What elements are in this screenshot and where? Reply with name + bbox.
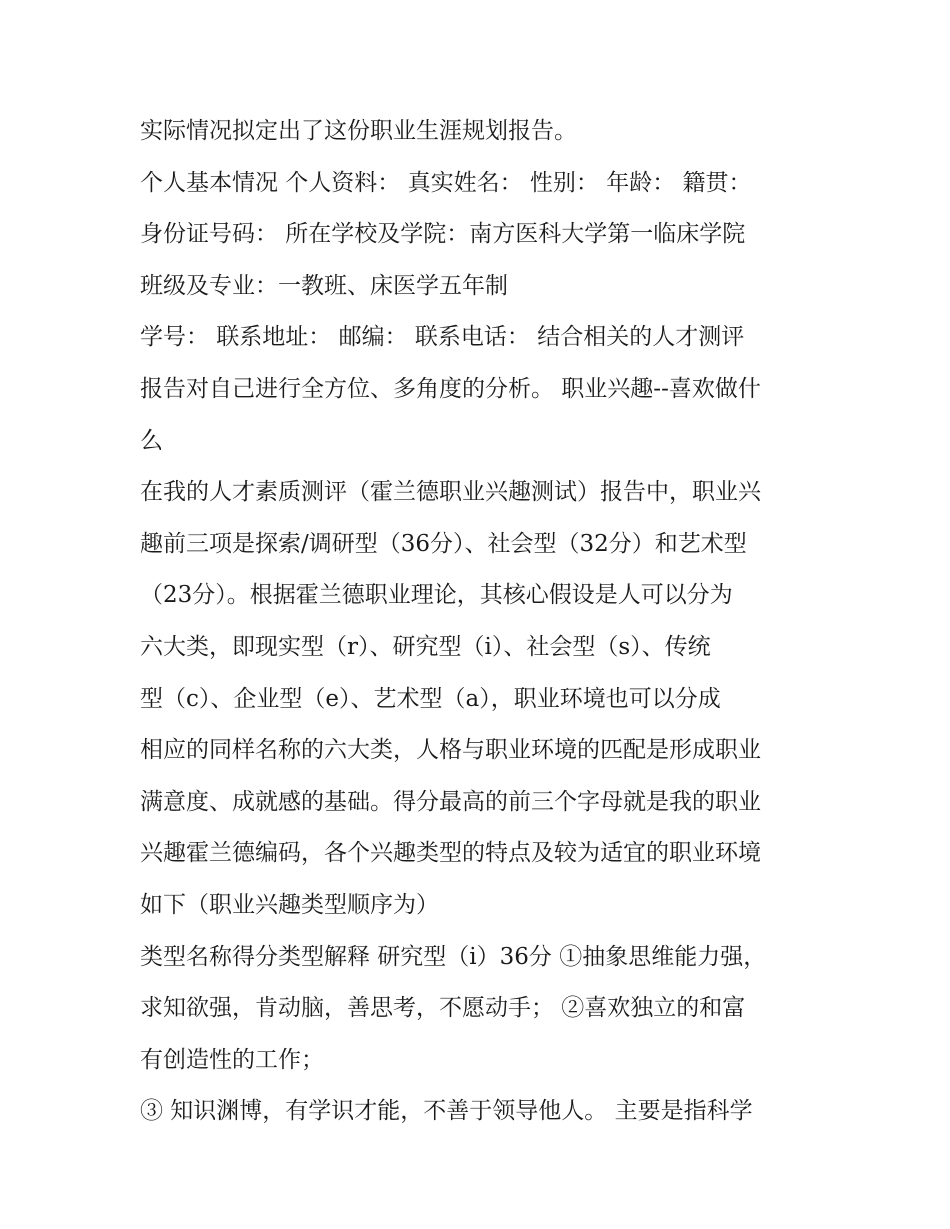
text-line: 有创造性的工作； bbox=[140, 1046, 324, 1073]
body-text bbox=[140, 106, 820, 1138]
text-line: （23分）。根据霍兰德职业理论，其核心假设是人可以分为 bbox=[140, 582, 733, 609]
text-line: 求知欲强，肯动脑，善思考，不愿动手； ②喜欢独立的和富 bbox=[140, 995, 746, 1022]
text-line: 报告对自己进行全方位、多角度的分析。 职业兴趣--喜欢做什 bbox=[140, 375, 761, 402]
text-line: 么 bbox=[140, 427, 163, 454]
text-line: 趣前三项是探索/调研型（36分）、社会型（32分）和艺术型 bbox=[140, 530, 747, 557]
text-line: 六大类，即现实型（r）、研究型（i）、社会型（s）、传统 bbox=[140, 633, 711, 660]
text-line: 在我的人才素质测评（霍兰德职业兴趣测试）报告中，职业兴 bbox=[140, 479, 761, 506]
text-line: 班级及专业：一教班、床医学五年制 bbox=[140, 272, 508, 299]
text-line: 相应的同样名称的六大类，人格与职业环境的匹配是形成职业 bbox=[140, 737, 761, 764]
text-line: ③ 知识渊博，有学识才能，不善于领导他人。 主要是指科学 bbox=[140, 1098, 753, 1125]
text-line: 兴趣霍兰德编码，各个兴趣类型的特点及较为适宜的职业环境 bbox=[140, 840, 761, 867]
text-line: 型（c）、企业型（e）、艺术型（a），职业环境也可以分成 bbox=[140, 685, 721, 712]
text-line: 如下（职业兴趣类型顺序为） bbox=[140, 891, 439, 918]
text-line: 实际情况拟定出了这份职业生涯规划报告。 bbox=[140, 118, 577, 144]
text-line: 类型名称得分类型解释 研究型（i）36分 ①抽象思维能力强， bbox=[140, 943, 767, 970]
text-line: 满意度、成就感的基础。得分最高的前三个字母就是我的职业 bbox=[140, 788, 761, 815]
text-line: 身份证号码： 所在学校及学院：南方医科大学第一临床学院 bbox=[140, 221, 746, 248]
text-line: 学号： 联系地址： 邮编： 联系电话： 结合相关的人才测评 bbox=[140, 324, 745, 351]
text-line: 个人基本情况 个人资料： 真实姓名： 性别： 年龄： 籍贯： bbox=[140, 169, 752, 196]
